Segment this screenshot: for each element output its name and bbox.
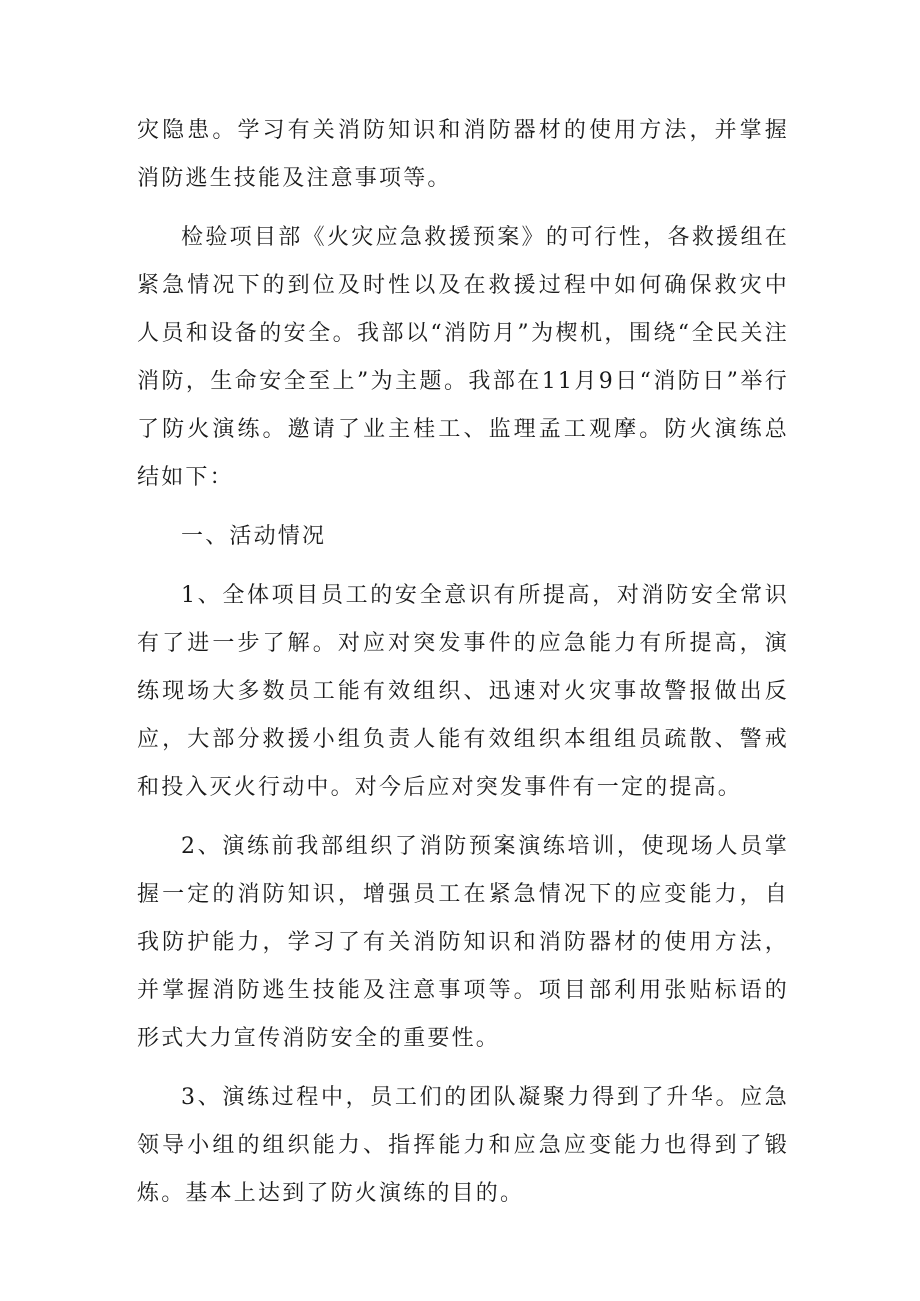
paragraph-2: 检验项目部《火灾应急救援预案》的可行性，各救援组在紧急情况下的到位及时性以及在救援过程中如何确保救灾中人员和设备的安全。我部以“消防月”为楔机，围绕“全民关注消防，生命安全至上”为主题。我部在11月9日“消防日”举行了防火演练。邀请了业主桂工、监理孟工观摩。防火演练总结如下： xyxy=(137,225,789,490)
paragraph-item-3: 3、演练过程中，员工们的团队凝聚力得到了升华。应急领导小组的组织能力、指挥能力和应急应变能力也得到了锻炼。基本上达到了防火演练的目的。 xyxy=(137,1085,789,1206)
section-heading-activity: 一、活动情况 xyxy=(181,524,327,549)
document-body xyxy=(137,107,789,1229)
paragraph-item-2: 2、演练前我部组织了消防预案演练培训，使现场人员掌握一定的消防知识，增强员工在紧急情况下的应变能力，自我防护能力，学习了有关消防知识和消防器材的使用方法，并掌握消防逃生技能及注意事项等。项目部利用张贴标语的形式大力宣传消防安全的重要性。 xyxy=(137,834,789,1051)
paragraph-1: 灾隐患。学习有关消防知识和消防器材的使用方法，并掌握消防逃生技能及注意事项等。 xyxy=(137,118,789,191)
paragraph-item-1: 1、全体项目员工的安全意识有所提高，对消防安全常识有了进一步了解。对应对突发事件的应急能力有所提高，演练现场大多数员工能有效组织、迅速对火灾事故警报做出反应，大部分救援小组负责人能有效组织本组组员疏散、警戒和投入灭火行动中。对今后应对突发事件有一定的提高。 xyxy=(137,583,789,800)
